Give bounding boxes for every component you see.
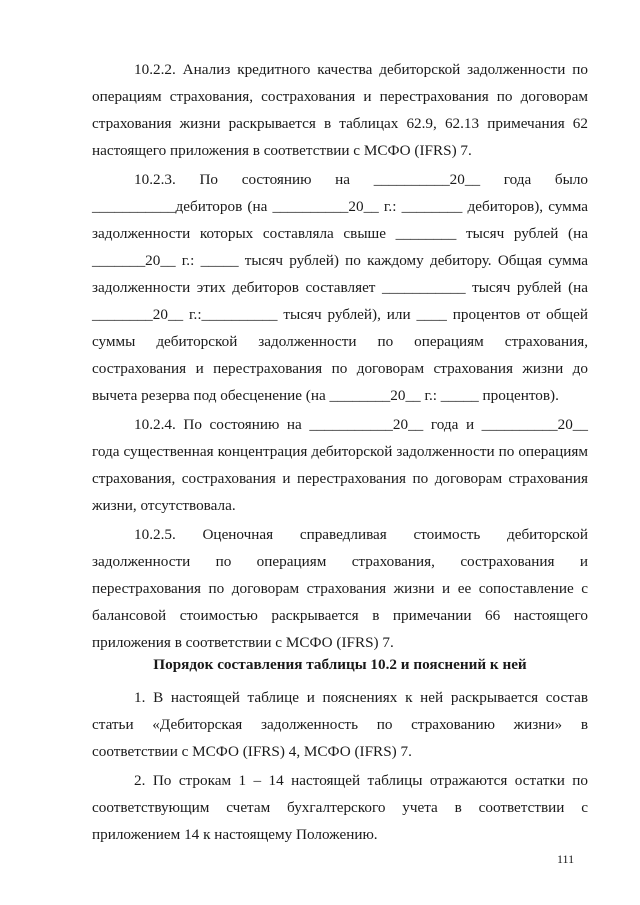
section-heading: Порядок составления таблицы 10.2 и пояснений к ней	[153, 656, 527, 673]
lower-text-block	[92, 684, 588, 848]
paragraph-1: 1. В настоящей таблице и пояснениях к ней раскрывается состав статьи «Дебиторская задолженность по страхованию жизни» в соответствии с МСФО (IFRS) 4, МСФО (IFRS) 7.	[92, 689, 588, 760]
paragraph-2: 2. По строкам 1 – 14 настоящей таблицы отражаются остатки по соответствующим счетам бухгалтерского учета в соответствии с приложением 14 к настоящему Положению.	[92, 772, 588, 843]
page-number: 111	[557, 852, 575, 866]
paragraph-10-2-4: 10.2.4. По состоянию на ___________20__ года и __________20__ года существенная концентрация дебиторской задолженности по операциям страхования, сострахования и перестрахования по договорам страхования жизни, отсутствовала.	[92, 416, 588, 514]
upper-text-block	[92, 56, 588, 656]
paragraph-10-2-5: 10.2.5. Оценочная справедливая стоимость дебиторской задолженности по операциям страхования, сострахования и перестрахования по договорам страхования жизни и ее сопоставление с балансовой стоимостью раскрывается в примечании 66 настоящего приложения в соответствии с МСФО (IFRS) 7.	[92, 526, 588, 651]
paragraph-10-2-3: 10.2.3. По состоянию на __________20__ года было ___________дебиторов (на __________20__ г.: ________ дебиторов), сумма задолженности которых составляла свыше ________ тысяч рублей (на _______20__ г.: _____ тысяч рублей) по каждому дебитору. Общая сумма задолженности этих дебиторов составляет ___________ тысяч рублей (на ________20__ г.:__________ тысяч рублей), или ____ процентов от общей суммы дебиторской задолженности по операциям страхования, сострахования и перестрахования по договорам страхования жизни до вычета резерва под обесценение (на ________20__ г.: _____ процентов).	[92, 171, 588, 404]
paragraph-10-2-2: 10.2.2. Анализ кредитного качества дебиторской задолженности по операциям страхования, сострахования и перестрахования по договорам страхования жизни раскрывается в таблицах 62.9, 62.13 примечания 62 настоящего приложения в соответствии с МСФО (IFRS) 7.	[92, 61, 588, 159]
